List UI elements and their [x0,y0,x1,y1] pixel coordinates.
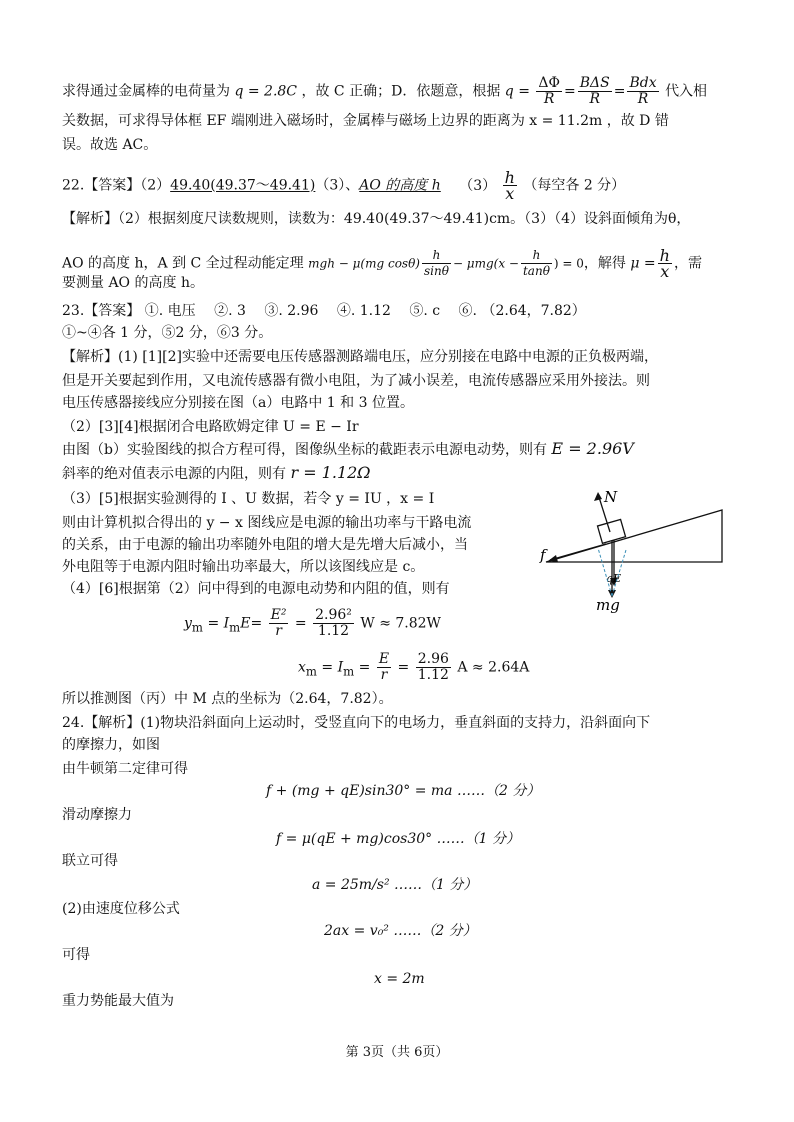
text: ，解得 [583,255,626,272]
q23-analysis-line-9: 的关系，由于电源的输出功率随外电阻的增大是先增大后减小，当 [62,537,468,553]
fraction-h-x: $\frac{h}{x}$ [504,168,515,203]
q23-analysis-line-10: 外电阻等于电源内阻时输出功率最大，所以该图线应是 c。 [62,559,425,575]
q22-analysis-line-3: 要测量 AO 的高度 h。 [62,275,204,291]
text: （每空各 2 分） [523,177,626,194]
q24-equation-3: a = 25m/s² ……（1 分） [312,877,478,893]
label-mg: mg [596,596,620,614]
q24-line-7: 可得 [62,947,90,963]
q23-answer: 23.【答案】 ①. 电压 ②. 3 ③. 2.96 ④. 1.12 ⑤. c ⑥. （2.64，7.82） [62,303,586,319]
q22-answer [62,170,625,201]
text: 22.【答案】（2） [62,177,171,194]
label-n: N [604,490,618,506]
q23-scoring: ①~④各 1 分，⑤2 分，⑥3 分。 [62,325,273,341]
q23-analysis-line-3: 电压传感器接线应分别接在图（a）电路中 1 和 3 位置。 [62,395,414,411]
text: ，故 C 正确；D．依题意，根据 [301,83,501,100]
text: 求得通过金属棒的电荷量为 [62,83,230,100]
text: （3） [459,177,497,194]
q24-line-8: 重力势能最大值为 [62,993,174,1009]
force-diagram [536,490,736,620]
q24-equation-5: x = 2m [374,971,425,987]
text: 代入相 [665,83,708,100]
label-f: f [540,546,546,564]
fraction-h-x-2: $\frac{h}{x}$ [659,246,670,281]
answer-height: AO 的高度 h [359,177,441,194]
q23-analysis-line-4: （2）[3][4]根据闭合电路欧姆定律 U = E − Ir [62,419,359,435]
label-qe: qE [606,572,622,585]
text: 斜率的绝对值表示电源的内阻，则有 [62,466,286,482]
q24-line-4: 滑动摩擦力 [62,807,132,823]
energy-equation-part: mgh − μ(mg cosθ) [308,256,420,271]
q24-equation-1: f + (mg + qE)sin30° = ma ……（2 分） [266,783,541,799]
q23-analysis-line-2: 但是开关要起到作用，又电流传感器有微小电阻，为了减小误差，电流传感器应采用外接法。则 [62,373,650,389]
fraction-h-tan: $\frac{h}{\tan\theta}$ [522,248,550,278]
fraction-296sq-112: $\frac{\text{2.96²}}{1.12}$ [315,607,352,639]
q23-analysis-line-1: 【解析】(1) [1][2]实验中还需要电压传感器测路端电压，应分别接在电路中电源的正负极两端， [62,349,658,365]
q24-line-6: (2)由速度位移公式 [62,901,180,917]
fraction-h-sin: $\frac{h}{\sin\theta}$ [423,248,449,278]
text: AO 的高度 h，A 到 C 全过程动能定理 [62,255,304,272]
ym-equation: $y_m = I_mE=$ $\frac{\text{E²}}{r}$ = $\frac{\text{2.96²}}{1.12}$ W ≈ 7.82W [184,607,441,639]
q24-line-2: 的摩擦力，如图 [62,737,160,753]
q24-line-1: 24.【解析】(1)物块沿斜面向上运动时，受竖直向下的电场力，垂直斜面的支持力，沿斜面向下 [62,715,651,731]
fraction-296-112: $\frac{2.96}{1.12}$ [417,651,449,683]
text-line-1: 求得通过金属棒的电荷量为 q = 2.8C ，故 C 正确；D．依题意，根据 q = $\frac{\Delta\Phi}{R}$ = $\frac{\text{BΔS}}{R}$ = $\frac{\text{Bdx}}{R}$ 代入相 [62,75,708,107]
page-footer: 第 3页（共 6页） [345,1045,449,1060]
q22-analysis-line-1: 【解析】（2）根据刻度尺读数规则，读数为：49.40(49.37～49.41)cm。（3）（4）设斜面倾角为θ， [62,211,691,227]
q24-equation-4: 2ax = v₀² ……（2 分） [324,923,477,939]
text: （3）、 [315,177,360,194]
fraction-e-r: $\frac{E}{r}$ [378,651,390,683]
formula-q: q = [504,83,530,100]
q23-analysis-line-5 [62,440,634,459]
friction-arrow [550,544,606,560]
fraction-e2-r: $\frac{\text{E²}}{r}$ [270,607,287,639]
text: ，需 [673,255,702,272]
q24-line-5: 联立可得 [62,853,118,869]
charge-value: q = 2.8C [234,83,298,100]
text: 由图（b）实验图线的拟合方程可得，图像纵坐标的截距表示电源电动势，则有 [62,442,547,458]
mu-formula: μ = [630,255,656,272]
text-line-2: 关数据，可求得导体框 EF 端刚进入磁场时，金属棒与磁场上边界的距离为 x = 11.2m ，故 D 错 [62,113,669,129]
q23-analysis-line-12: 所以推测图（丙）中 M 点的坐标为（2.64，7.82）。 [62,691,393,707]
energy-equation-part: − μmg(x − [452,256,519,271]
resistance-value: r = 1.12Ω [290,463,371,482]
answer-reading: 49.40(49.37～49.41) [170,177,316,194]
q23-analysis-line-8: 则由计算机拟合得出的 y − x 图线应是电源的输出功率与干路电流 [62,515,472,531]
emf-value: E = 2.96V [551,439,634,458]
q23-analysis-line-7: （3）[5]根据实验测得的 I 、U 数据，若令 y = IU ，x = I [62,491,435,507]
fraction-bdx-r: $\frac{\text{Bdx}}{R}$ [629,75,657,107]
fraction-dphi-r: $\frac{\Delta\Phi}{R}$ [538,75,560,107]
q24-equation-2: f = μ(qE + mg)cos30° ……（1 分） [276,831,520,847]
energy-equation-part: ) = 0 [553,256,584,271]
xm-equation: $x_m = I_m$ = $\frac{E}{r}$ = $\frac{2.96}{1.12}$ A ≈ 2.64A [298,651,530,683]
fraction-bds-r: $\frac{\text{BΔS}}{R}$ [579,75,610,107]
q24-line-3: 由牛顿第二定律可得 [62,761,188,777]
text-line-3: 误。故选 AC。 [62,137,158,153]
q23-analysis-line-6 [62,464,371,483]
q23-analysis-line-11: （4）[6]根据第（2）问中得到的电源电动势和内阻的值，则有 [62,581,450,597]
